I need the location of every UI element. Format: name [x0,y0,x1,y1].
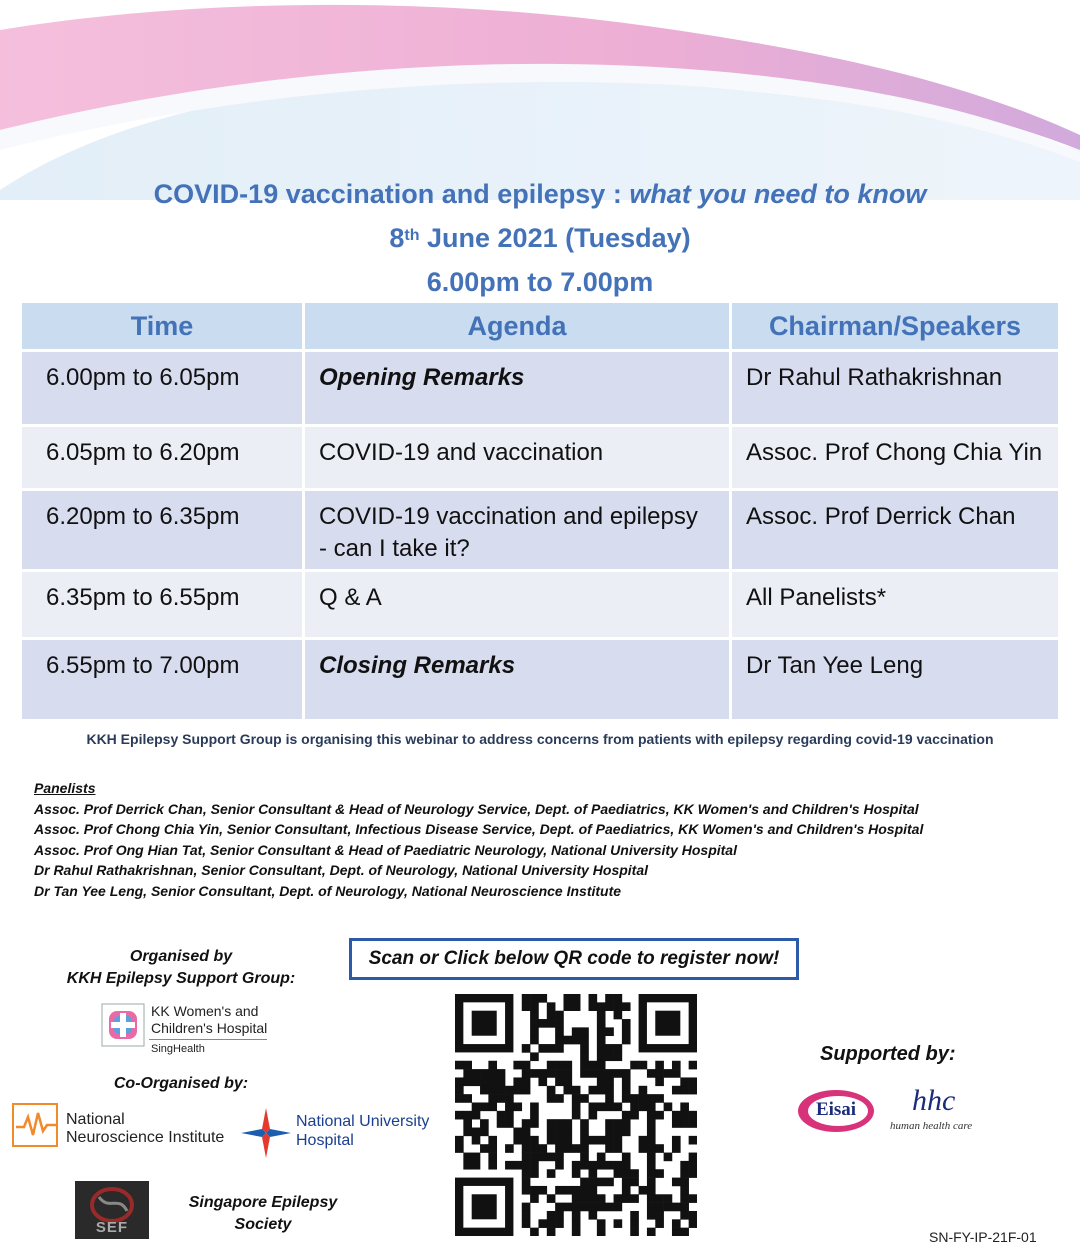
row-time: 6.55pm to 7.00pm [22,640,302,719]
nni-name [66,1111,224,1147]
row-agenda-line1: COVID-19 vaccination and epilepsy [319,503,698,530]
sef-logo-text: SEF [95,1219,129,1236]
event-date-rest: June 2021 (Tuesday) [419,223,691,253]
webinar-note: KKH Epilepsy Support Group is organising this webinar to address concerns from patients with epilepsy regarding covid-19 vaccination [86,731,994,747]
event-date-day: 8 [389,223,405,253]
header-swoosh-decoration [0,0,1080,200]
nni-logo [12,1103,225,1152]
panelist-item: Assoc. Prof Derrick Chan, Senior Consultant & Head of Neurology Service, Dept. of Paediatrics, KK Women's and Children's Hospital [34,800,919,817]
agenda-row [22,427,1058,488]
nuh-star-icon [241,1108,291,1158]
kkh-name-line1: KK Women's and [151,1003,259,1019]
row-agenda [305,491,729,569]
event-date [0,216,1080,260]
kkh-singhealth: SingHealth [151,1043,205,1055]
organised-by-line2: KKH Epilepsy Support Group: [66,970,296,987]
header-speakers: Chairman/Speakers [732,303,1058,349]
event-title [0,172,1080,216]
agenda-row [22,491,1058,569]
kkh-name [151,1003,267,1037]
row-speaker: Assoc. Prof Derrick Chan [732,491,1058,569]
event-title-main: COVID-19 vaccination and epilepsy : [153,179,630,209]
panelist-item: Assoc. Prof Ong Hian Tat, Senior Consultant & Head of Paediatric Neurology, National University Hospital [34,841,737,858]
register-callout[interactable]: Scan or Click below QR code to register now! [349,938,799,980]
organised-by-label [60,946,302,990]
supported-by-label: Supported by: [820,1043,956,1065]
ses-name-line1: Singapore Epilepsy [188,1194,338,1211]
document-code: SN-FY-IP-21F-01 [929,1229,1037,1245]
nuh-name-line1: National University [296,1113,430,1130]
row-time: 6.05pm to 6.20pm [22,427,302,488]
row-agenda-line2: - can I take it? [319,535,470,562]
row-agenda: Opening Remarks [305,352,729,424]
event-time: 6.00pm to 7.00pm [426,267,654,297]
organised-by-line1: Organised by [129,948,233,965]
header-time: Time [22,303,302,349]
hhc-tagline: human health care [890,1120,973,1132]
row-agenda: COVID-19 and vaccination [305,427,729,488]
sef-logo [75,1181,149,1244]
co-organised-label: Co-Organised by: [113,1075,249,1092]
header-agenda: Agenda [305,303,729,349]
ses-name-line2: Society [234,1216,292,1233]
event-date-suffix: th [404,227,420,244]
row-speaker: All Panelists* [732,572,1058,637]
event-title-italic: what you need to know [629,179,927,209]
hhc-logo-mark: hhc [912,1084,956,1117]
nuh-name [296,1112,429,1150]
kkh-name-line2: Children's Hospital [151,1020,268,1036]
nuh-name-line2: Hospital [296,1132,354,1149]
row-speaker: Dr Tan Yee Leng [732,640,1058,719]
row-speaker: Assoc. Prof Chong Chia Yin [732,427,1058,488]
row-agenda: Closing Remarks [305,640,729,719]
agenda-table [19,300,1061,722]
panelist-item: Dr Rahul Rathakrishnan, Senior Consultant, Dept. of Neurology, National University Hospital [34,862,649,878]
kkh-cross-icon [101,1003,145,1047]
nni-name-line1: National [66,1111,125,1128]
row-time: 6.35pm to 6.55pm [22,572,302,637]
agenda-row [22,640,1058,719]
row-time: 6.00pm to 6.05pm [22,352,302,424]
ses-name [178,1192,348,1236]
nni-name-line2: Neuroscience Institute [66,1129,225,1146]
row-agenda: Q & A [305,572,729,637]
row-speaker: Dr Rahul Rathakrishnan [732,352,1058,424]
kkh-logo [101,1003,268,1055]
panelists-heading: Panelists [34,780,96,796]
agenda-header-row [22,303,1058,349]
eisai-logo [797,1089,875,1138]
row-time: 6.20pm to 6.35pm [22,491,302,569]
panelists-list [34,778,923,901]
nuh-logo [241,1108,430,1163]
agenda-row [22,352,1058,424]
qr-code[interactable] [455,994,697,1236]
event-header [0,172,1080,304]
panelist-item: Dr Tan Yee Leng, Senior Consultant, Dept. of Neurology, National Neuroscience Institute [34,882,622,899]
eisai-text: Eisai [815,1099,857,1120]
nni-pulse-icon [12,1103,60,1147]
agenda-row [22,572,1058,637]
kkh-divider [149,1039,267,1040]
panelist-item: Assoc. Prof Chong Chia Yin, Senior Consultant, Infectious Disease Service, Dept. of Paediatrics, KK Women's and Children's Hospital [34,821,924,837]
